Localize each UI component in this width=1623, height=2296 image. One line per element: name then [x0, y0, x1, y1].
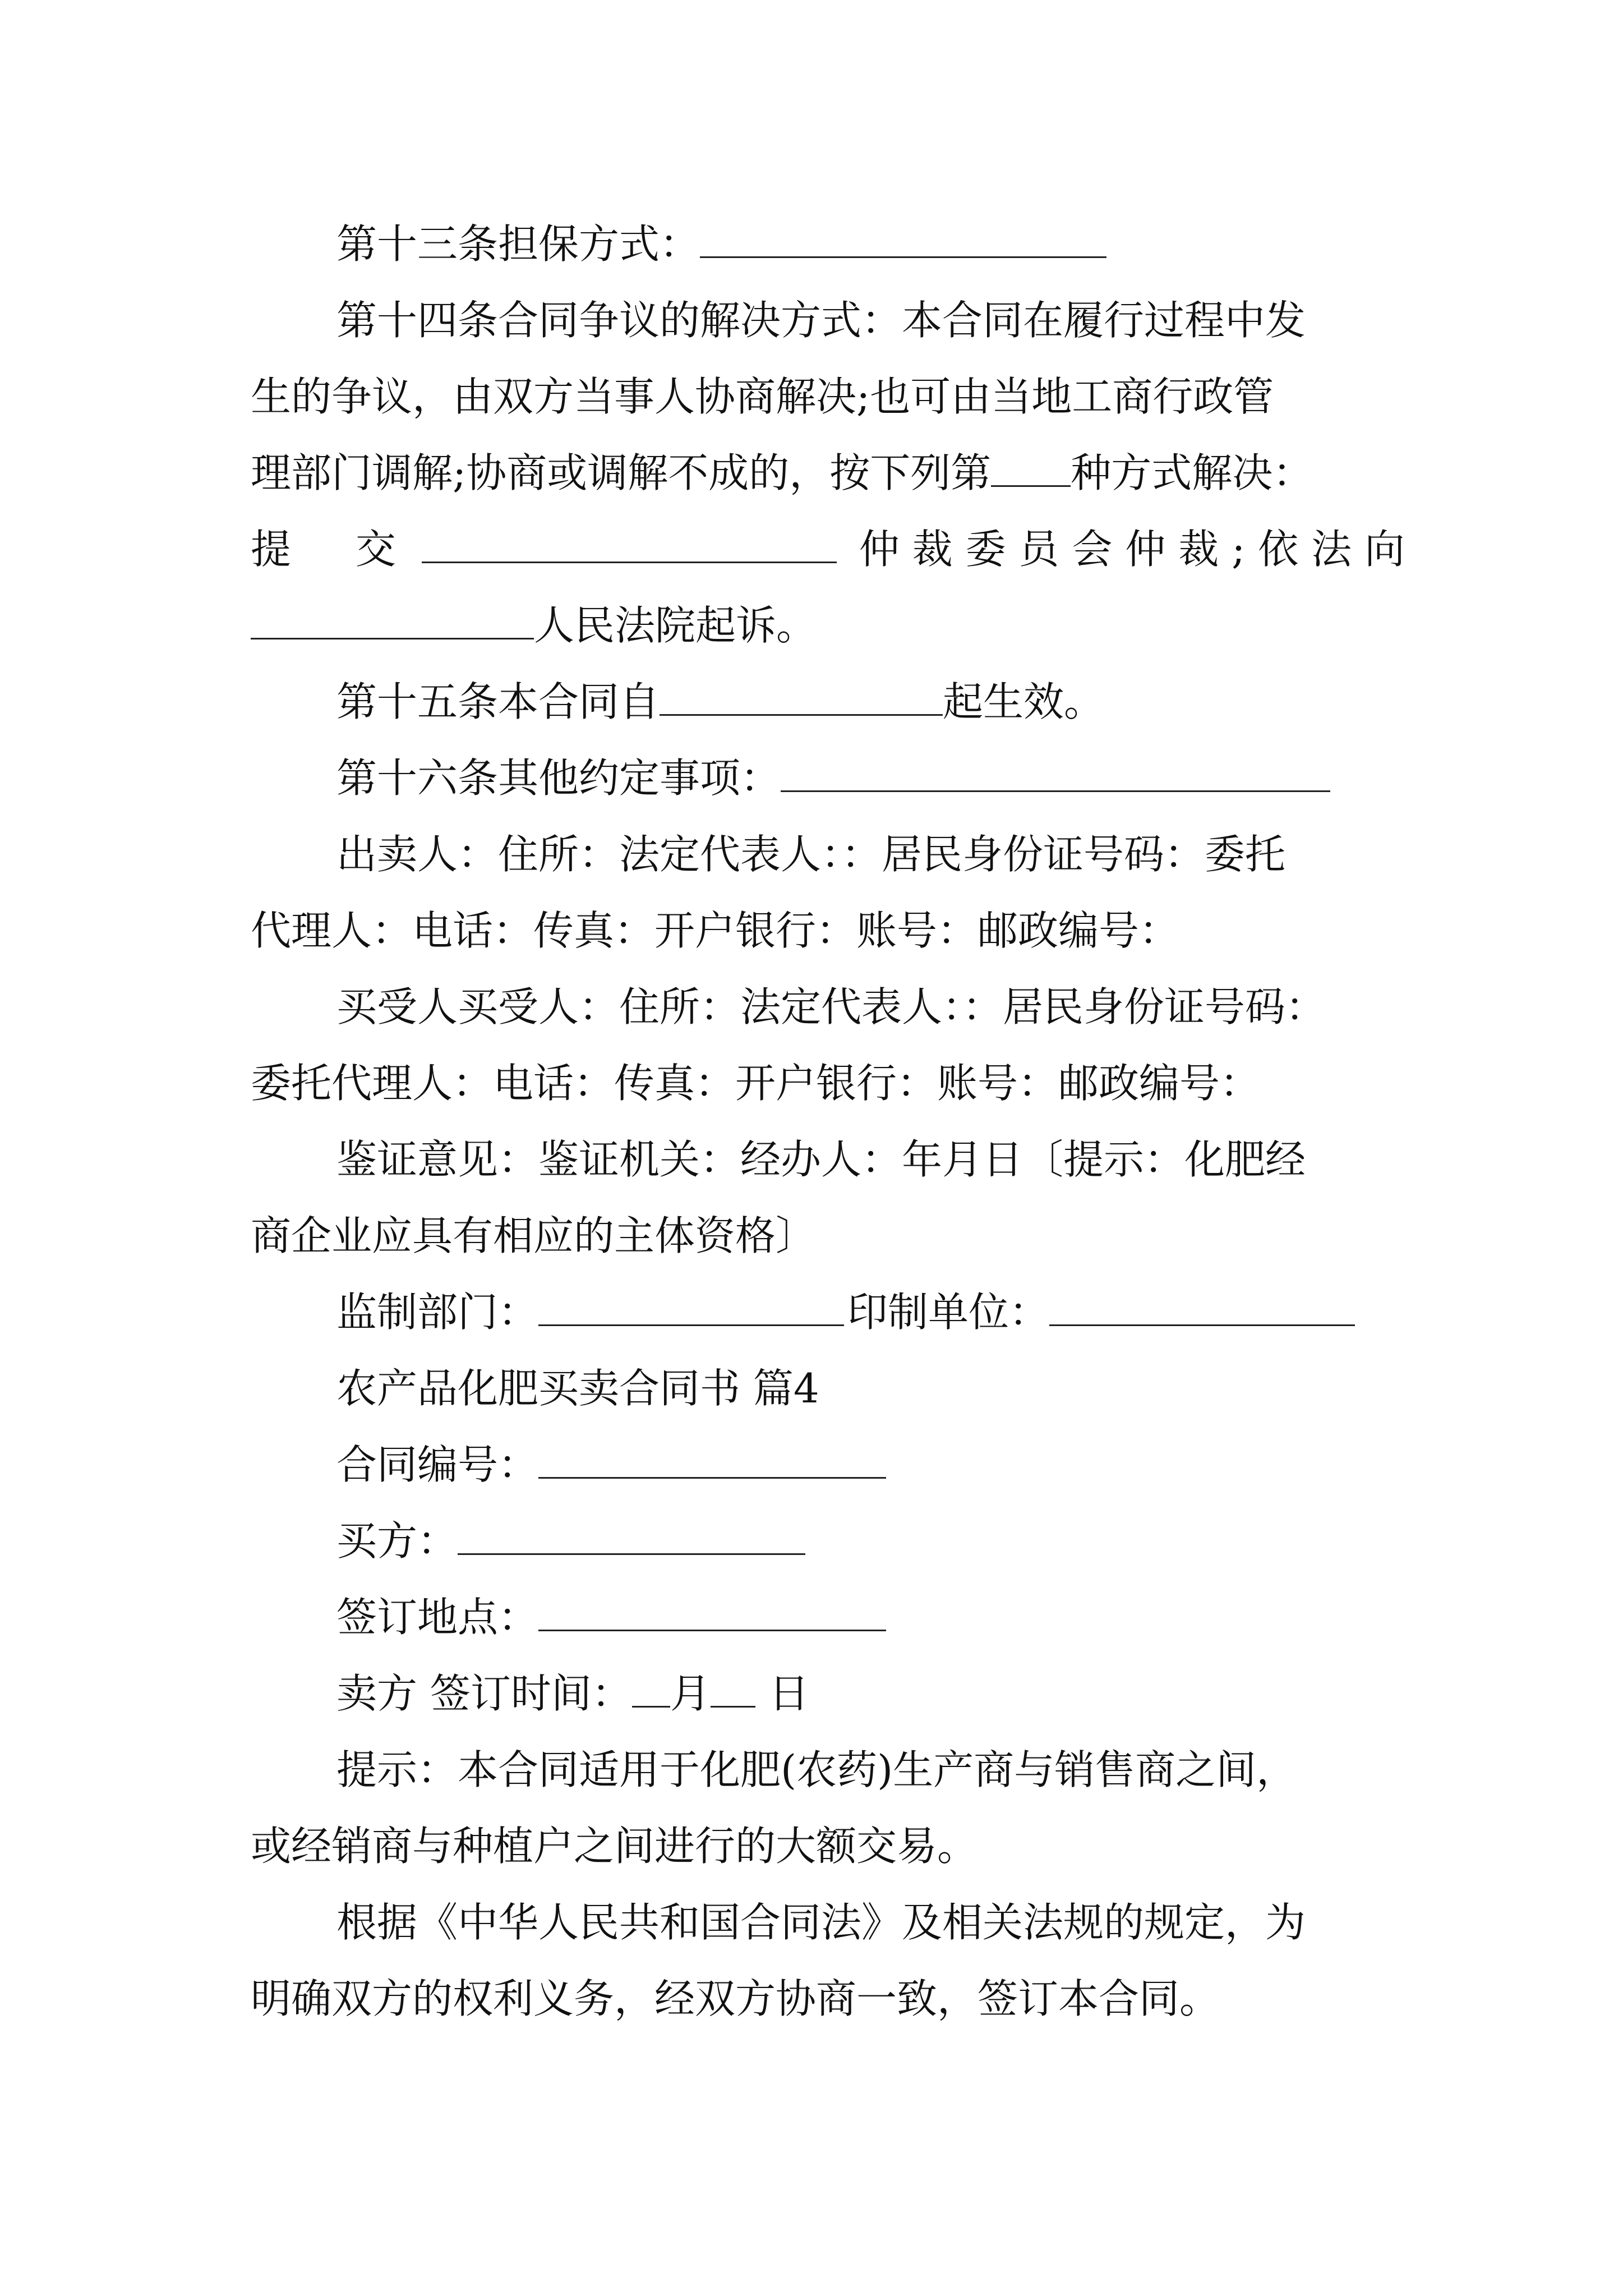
month-label: 月 — [670, 1670, 711, 1717]
supervision-label: 监制部门： — [336, 1289, 539, 1336]
supervision-blank — [538, 1290, 844, 1326]
printing-unit-label: 印制单位： — [847, 1289, 1050, 1336]
seller-info-line-2: 代理人：电话：传真：开户银行：账号：邮政编号： — [251, 907, 1180, 954]
verification-line-1: 鉴证意见：鉴证机关：经办人：年月日〔提示：化肥经 — [336, 1136, 1306, 1183]
court-blank — [251, 603, 534, 639]
day-blank — [711, 1671, 755, 1708]
supervision-line — [336, 1285, 1355, 1339]
article-14-line-5-text: 人民法院起诉。 — [534, 602, 817, 649]
seller-info-line-1: 出卖人：住所：法定代表人：：居民身份证号码：委托 — [336, 831, 1286, 878]
buyer-info-line-2: 委托代理人：电话：传真：开户银行：账号：邮政编号： — [251, 1060, 1261, 1107]
arbitration-committee-blank — [422, 527, 837, 563]
month-blank — [632, 1671, 670, 1708]
article-13-line — [336, 217, 1106, 271]
tip-line-2: 或经销商与种植户之间进行的大额交易。 — [251, 1823, 978, 1870]
article-14-line-2: 生的争议，由双方当事人协商解决;也可由当地工商行政管 — [251, 373, 1274, 420]
day-label: 日 — [768, 1670, 809, 1717]
signing-time-label: 卖方 签订时间： — [336, 1670, 632, 1717]
signing-place-blank — [538, 1595, 886, 1631]
guarantee-method-blank — [700, 222, 1106, 258]
printing-unit-blank — [1049, 1290, 1355, 1326]
basis-line-1: 根据《中华人民共和国合同法》及相关法规的规定，为 — [336, 1899, 1306, 1946]
other-matters-blank — [781, 756, 1330, 792]
article-14-line-1: 第十四条合同争议的解决方式：本合同在履行过程中发 — [336, 297, 1306, 344]
buyer-info-line-1: 买受人买受人：住所：法定代表人：：居民身份证号码： — [336, 983, 1326, 1030]
buyer-blank — [458, 1519, 805, 1555]
signing-time-line — [336, 1667, 809, 1720]
signing-place-label: 签订地点： — [336, 1594, 539, 1641]
article-14-line-3-b: 种方式解决： — [1071, 449, 1313, 496]
article-16-line — [336, 751, 1330, 805]
article-14-line-4-a: 提 交 — [251, 526, 422, 573]
article-14-line-3-a: 理部门调解;协商或调解不成的，按下列第 — [251, 449, 992, 496]
article-15-line — [336, 675, 1104, 729]
basis-line-2: 明确双方的权利义务，经双方协商一致，签订本合同。 — [251, 1975, 1220, 2022]
verification-line-2: 商企业应具有相应的主体资格〕 — [251, 1212, 817, 1259]
article-16-label: 第十六条其他约定事项： — [336, 754, 781, 802]
resolution-choice-blank — [991, 450, 1071, 487]
article-13-label: 第十三条担保方式： — [336, 220, 700, 268]
contract-number-line — [336, 1438, 886, 1492]
signing-place-line — [336, 1590, 886, 1644]
article-15-b: 起生效。 — [943, 678, 1105, 725]
contract-number-blank — [538, 1442, 886, 1479]
effective-date-blank — [660, 679, 943, 716]
article-14-line-3 — [251, 446, 1313, 500]
contract-number-label: 合同编号： — [336, 1441, 539, 1488]
article-15-a: 第十五条本合同自 — [336, 678, 660, 725]
buyer-line — [336, 1514, 805, 1568]
article-14-line-4-b: 仲 裁 委 员 会 仲 裁 ; 依 法 向 — [859, 526, 1405, 573]
buyer-label: 买方： — [336, 1517, 458, 1565]
section-heading: 农产品化肥买卖合同书 篇4 — [336, 1365, 819, 1412]
article-14-line-4 — [251, 522, 1405, 576]
tip-line-1: 提示：本合同适用于化肥(农药)生产商与销售商之间， — [336, 1746, 1297, 1793]
article-14-line-5 — [251, 599, 817, 652]
